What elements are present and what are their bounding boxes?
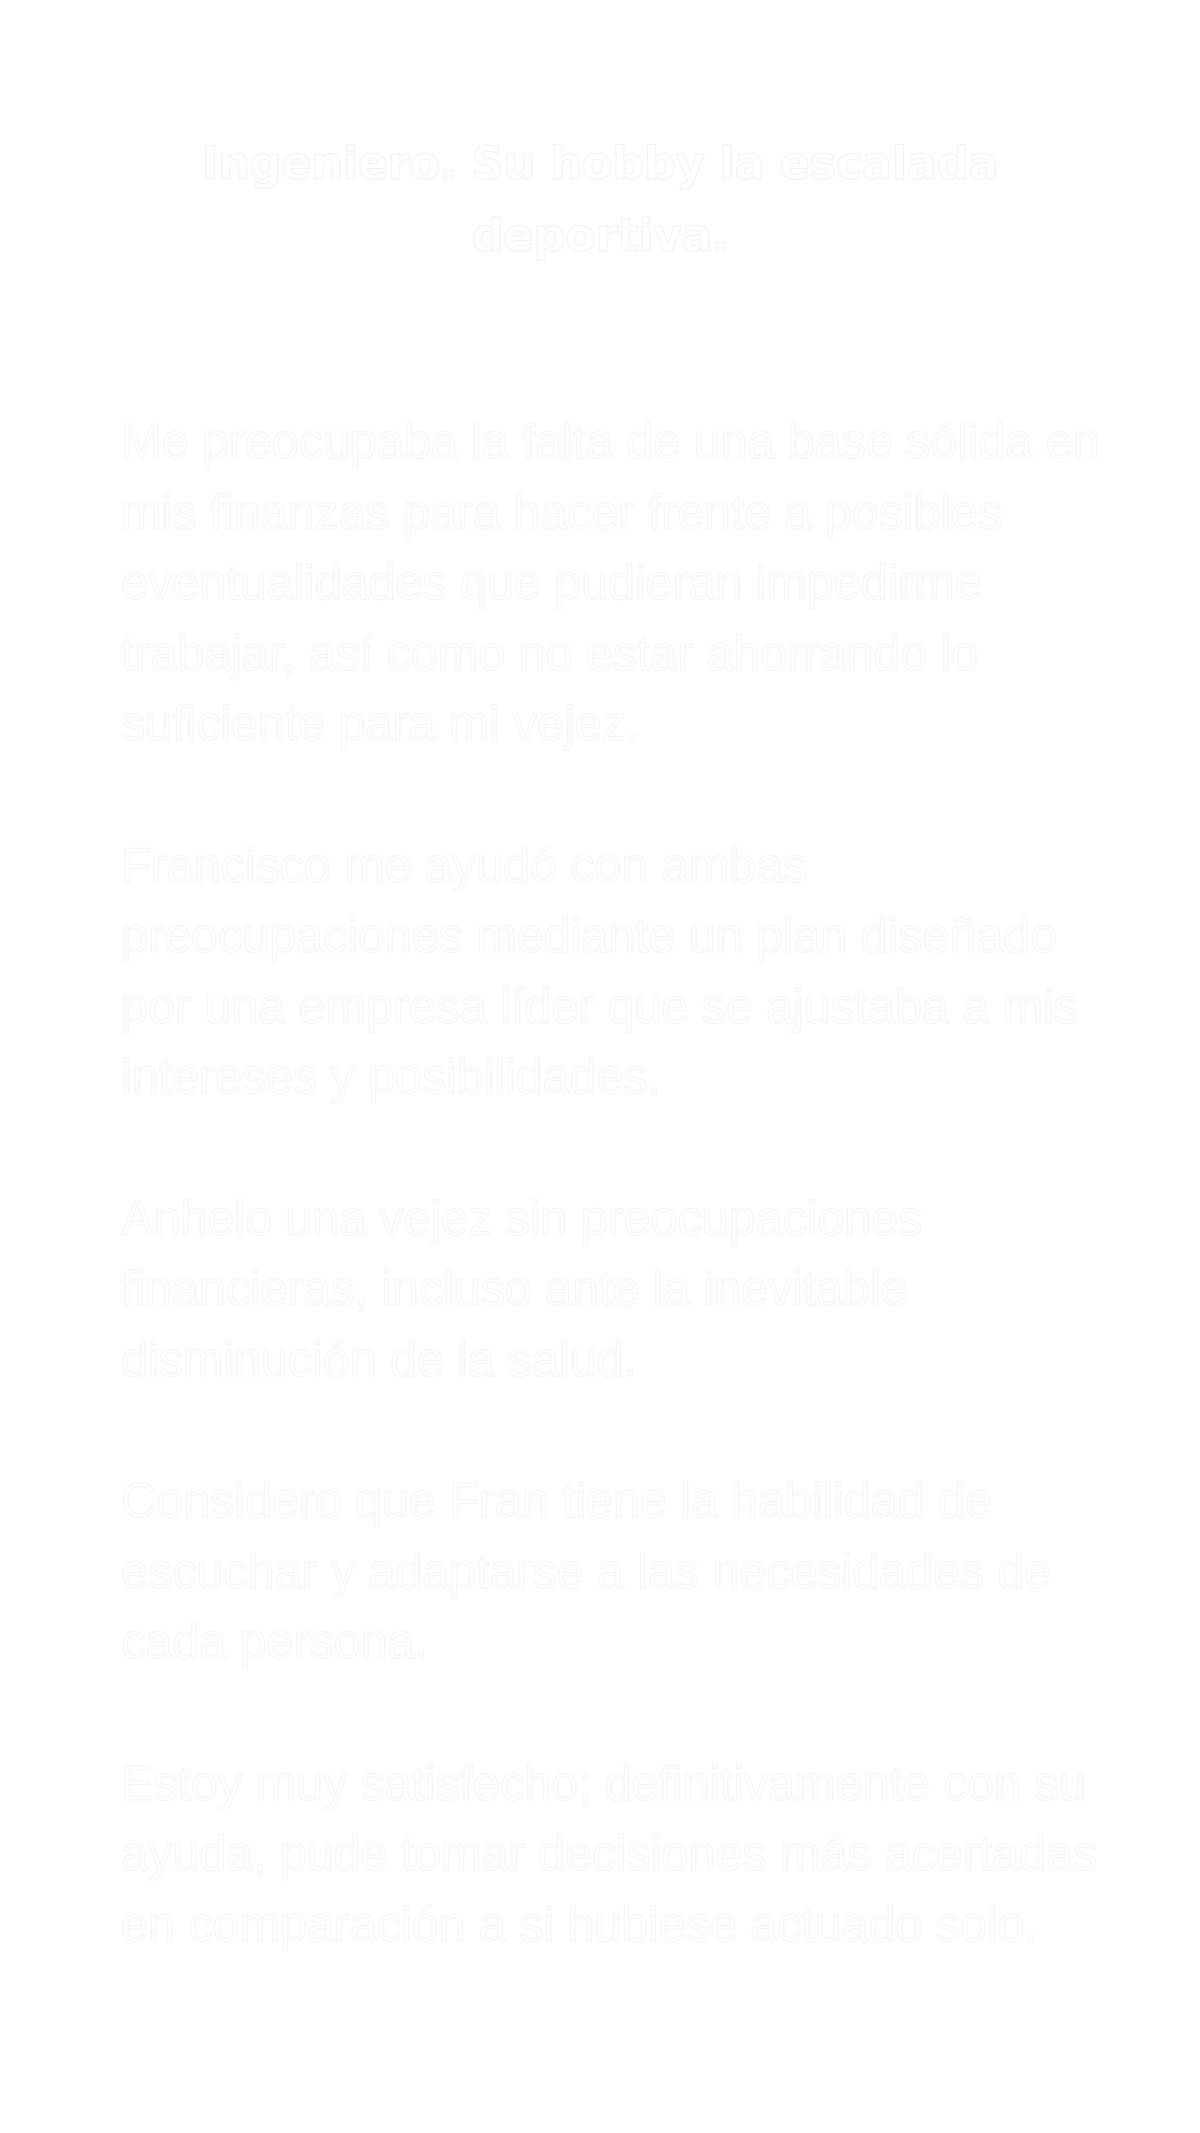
testimonial-headline: Ingeniero. Su hobby la escalada deportiva. — [201, 137, 999, 262]
testimonial-paragraph-2: Francisco me ayudó con ambas preocupaciones mediante un plan diseñado por una empresa líder que se ajustaba a mis intereses y posibilidades. — [121, 838, 1078, 1104]
testimonial-paragraph-3: Anhelo una vejez sin preocupaciones financieras, incluso ante la inevitable disminución de la salud. — [121, 1191, 923, 1387]
testimonial-paragraph-5: Estoy muy satisfecho; definitivamente con su ayuda, pude tomar decisiones más acertadas en comparación a si hubiese actuado solo. — [121, 1756, 1098, 1952]
testimonial-paragraph-1: Me preocupaba la falta de una base sólida en mis finanzas para hacer frente a posibles eventualidades que pudieran impedirme trabajar, así como no estar ahorrando lo suficiente para mi vejez. — [121, 415, 1100, 751]
testimonial-body — [121, 407, 1131, 2031]
testimonial-paragraph-4: Considero que Fran tiene la habilidad de escuchar y adaptarse a las necesidades de cada persona. — [121, 1474, 1052, 1669]
